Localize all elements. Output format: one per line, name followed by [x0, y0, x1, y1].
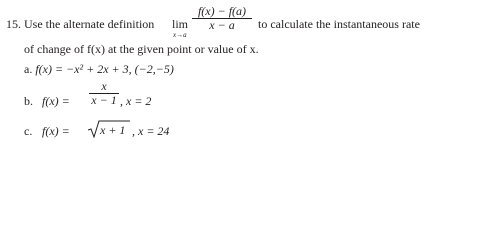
- part-c-radicand: x + 1: [100, 123, 126, 137]
- part-a-label: a.: [24, 62, 33, 76]
- difference-quotient-denominator: x − a: [209, 18, 235, 32]
- part-b-label: b.: [24, 94, 33, 108]
- part-a-text: f(x) = −x² + 2x + 3, (−2,−5): [35, 62, 174, 76]
- part-b-numerator: x: [101, 79, 107, 93]
- part-b-fraction: [89, 80, 119, 107]
- problem-tail: to calculate the instantaneous rate: [258, 17, 420, 31]
- part-c-tail: , x = 24: [132, 124, 170, 138]
- part-c-lhs: f(x) =: [42, 124, 70, 138]
- part-c-label: c.: [24, 124, 33, 138]
- limit-subscript: x→a: [173, 31, 187, 39]
- limit-word: lim: [172, 17, 189, 31]
- part-b-denominator: x − 1: [91, 93, 117, 107]
- part-a: [24, 62, 174, 76]
- problem-intro: Use the alternate definition: [24, 17, 155, 31]
- part-b-tail: , x = 2: [120, 94, 152, 108]
- part-b-lhs: f(x) =: [42, 94, 70, 108]
- square-root-sign: [88, 120, 130, 138]
- problem-number: 15.: [6, 17, 21, 31]
- limit-operator: [172, 9, 190, 41]
- difference-quotient: [192, 5, 252, 32]
- problem-line-2: of change of f(x) at the given point or value of x.: [24, 42, 259, 56]
- difference-quotient-numerator: f(x) − f(a): [197, 4, 247, 18]
